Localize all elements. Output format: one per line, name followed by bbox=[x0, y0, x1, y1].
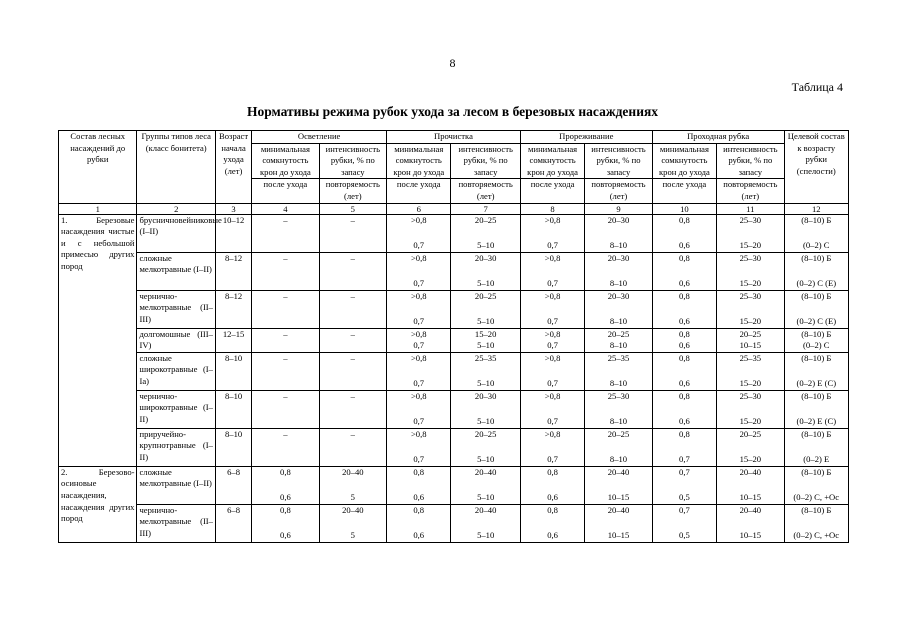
value-cell bbox=[520, 290, 584, 328]
value-before: 0,8 bbox=[547, 504, 558, 515]
value-before: (8–10) Б bbox=[801, 252, 832, 263]
value-after: 0,5 bbox=[679, 492, 690, 503]
header-repeat: повторяемость (лет) bbox=[451, 179, 520, 203]
column-number: 5 bbox=[319, 203, 386, 214]
header-intensity: интенсивность рубки, % по запасу bbox=[319, 143, 386, 179]
column-number: 11 bbox=[717, 203, 784, 214]
value-after: (0–2) С (Е) bbox=[796, 315, 837, 326]
header-prochistka: Прочистка bbox=[387, 131, 521, 144]
value-cell bbox=[451, 390, 520, 428]
table-row bbox=[59, 504, 849, 542]
table-row bbox=[59, 328, 849, 352]
value-before: 15–20 bbox=[474, 328, 497, 339]
value-after: 0,6 bbox=[679, 277, 690, 288]
value-after: 5 bbox=[350, 492, 355, 503]
value-before: >0,8 bbox=[410, 290, 427, 301]
value-before: – bbox=[283, 390, 288, 401]
value-after: 15–20 bbox=[739, 454, 762, 465]
value-cell bbox=[652, 214, 716, 252]
value-cell bbox=[387, 390, 451, 428]
value-before: – bbox=[350, 214, 355, 225]
value-after: 0,6 bbox=[547, 492, 558, 503]
value-cell bbox=[319, 504, 386, 542]
value-before: 0,8 bbox=[679, 428, 690, 439]
value-cell bbox=[784, 214, 848, 252]
value-before: 25–30 bbox=[739, 214, 762, 225]
value-cell bbox=[585, 504, 652, 542]
value-after: 0,6 bbox=[280, 492, 291, 503]
value-before: (8–10) Б bbox=[801, 214, 832, 225]
value-cell bbox=[319, 214, 386, 252]
value-before: 20–40 bbox=[342, 504, 364, 515]
value-cell bbox=[520, 428, 584, 466]
value-before: – bbox=[350, 252, 355, 263]
value-before: 20–30 bbox=[607, 290, 630, 301]
value-after: 15–20 bbox=[739, 378, 762, 389]
value-after: 0,6 bbox=[679, 416, 690, 427]
value-after: 5–10 bbox=[477, 378, 495, 389]
forest-type-cell: сложные мелкотравные (I–II) bbox=[137, 466, 215, 504]
value-cell bbox=[652, 352, 716, 390]
value-cell bbox=[784, 428, 848, 466]
value-before: – bbox=[283, 428, 288, 439]
value-before: 20–25 bbox=[474, 290, 497, 301]
value-cell bbox=[652, 466, 716, 504]
value-after: (0–2) Е (С) bbox=[796, 378, 837, 389]
column-number: 4 bbox=[252, 203, 319, 214]
value-cell bbox=[652, 328, 716, 352]
value-cell bbox=[387, 504, 451, 542]
value-cell bbox=[585, 352, 652, 390]
value-cell bbox=[387, 328, 451, 352]
value-after: 0,7 bbox=[413, 416, 425, 427]
header-after-care: после ухода bbox=[387, 179, 451, 203]
value-before: >0,8 bbox=[544, 252, 561, 263]
start-age-cell: 6–8 bbox=[215, 504, 251, 542]
value-after: 8–10 bbox=[609, 454, 628, 465]
value-after: 0,7 bbox=[413, 315, 425, 326]
value-after: 0,6 bbox=[280, 530, 291, 541]
value-cell bbox=[319, 328, 386, 352]
value-cell bbox=[520, 328, 584, 352]
value-before: (8–10) Б bbox=[801, 290, 832, 301]
value-cell bbox=[717, 466, 784, 504]
value-after: 10–15 bbox=[739, 530, 762, 541]
value-cell bbox=[652, 428, 716, 466]
value-cell bbox=[252, 466, 319, 504]
value-cell bbox=[652, 390, 716, 428]
table-row bbox=[59, 390, 849, 428]
value-cell bbox=[717, 252, 784, 290]
value-before: >0,8 bbox=[544, 214, 561, 225]
value-after: 0,6 bbox=[679, 340, 690, 351]
start-age-cell: 12–15 bbox=[215, 328, 251, 352]
column-number: 1 bbox=[59, 203, 137, 214]
value-after: 15–20 bbox=[739, 277, 762, 288]
value-after: 5–10 bbox=[477, 454, 495, 465]
value-after: 0,7 bbox=[547, 340, 558, 351]
table-row bbox=[59, 214, 849, 252]
forest-type-cell: долгомошные (III–IV) bbox=[137, 328, 215, 352]
value-cell bbox=[652, 504, 716, 542]
header-prorezhivanie: Прореживание bbox=[520, 131, 652, 144]
value-after: 0,6 bbox=[679, 315, 690, 326]
value-cell bbox=[451, 252, 520, 290]
value-after: 0,6 bbox=[413, 530, 425, 541]
start-age-cell: 8–10 bbox=[215, 390, 251, 428]
value-cell bbox=[585, 428, 652, 466]
column-number: 3 bbox=[215, 203, 251, 214]
value-before: 20–25 bbox=[739, 428, 762, 439]
value-cell bbox=[319, 428, 386, 466]
value-before: – bbox=[283, 328, 288, 339]
start-age-cell: 8–10 bbox=[215, 428, 251, 466]
header-after-care: после ухода bbox=[252, 179, 319, 203]
value-after: (0–2) С, +Ос bbox=[793, 492, 840, 503]
forest-type-cell: чернично-широкотравные (I–II) bbox=[137, 390, 215, 428]
header-after-care: после ухода bbox=[520, 179, 584, 203]
value-cell bbox=[784, 466, 848, 504]
value-cell bbox=[319, 252, 386, 290]
value-cell bbox=[451, 328, 520, 352]
header-age: Возраст начала ухода (лет) bbox=[215, 131, 251, 204]
value-after: 8–10 bbox=[609, 277, 628, 288]
value-before: 25–35 bbox=[474, 352, 497, 363]
value-after: 0,6 bbox=[679, 239, 690, 250]
value-before: 0,8 bbox=[679, 214, 690, 225]
value-cell bbox=[717, 290, 784, 328]
value-before: 20–25 bbox=[739, 328, 762, 339]
value-cell bbox=[252, 252, 319, 290]
value-cell bbox=[451, 504, 520, 542]
value-before: 0,8 bbox=[679, 328, 690, 339]
value-cell bbox=[717, 428, 784, 466]
header-composition: Состав лесных насаждений до рубки bbox=[59, 131, 137, 204]
value-cell bbox=[717, 352, 784, 390]
value-after: 0,7 bbox=[413, 340, 425, 351]
header-intensity: интенсивность рубки, % по запасу bbox=[585, 143, 652, 179]
header-intensity: интенсивность рубки, % по запасу bbox=[451, 143, 520, 179]
value-before: – bbox=[283, 214, 288, 225]
value-after: 0,7 bbox=[413, 454, 425, 465]
value-after: (0–2) С, +Ос bbox=[793, 530, 840, 541]
column-number: 10 bbox=[652, 203, 716, 214]
value-before: >0,8 bbox=[410, 214, 427, 225]
value-cell bbox=[252, 290, 319, 328]
value-before: >0,8 bbox=[544, 428, 561, 439]
column-number: 9 bbox=[585, 203, 652, 214]
value-before: >0,8 bbox=[410, 252, 427, 263]
value-after: 15–20 bbox=[739, 416, 762, 427]
header-after-care: после ухода bbox=[652, 179, 716, 203]
value-before: 20–40 bbox=[342, 466, 364, 477]
value-cell bbox=[585, 328, 652, 352]
column-number: 12 bbox=[784, 203, 848, 214]
value-cell bbox=[387, 428, 451, 466]
value-before: >0,8 bbox=[544, 328, 561, 339]
value-before: 0,8 bbox=[413, 504, 425, 515]
value-cell bbox=[717, 390, 784, 428]
value-after: 8–10 bbox=[609, 378, 628, 389]
value-cell bbox=[252, 214, 319, 252]
value-cell bbox=[784, 252, 848, 290]
value-before: 25–30 bbox=[739, 252, 762, 263]
start-age-cell: 10–12 bbox=[215, 214, 251, 252]
value-before: 20–25 bbox=[607, 428, 630, 439]
value-after: 5–10 bbox=[477, 239, 495, 250]
value-cell bbox=[252, 328, 319, 352]
forest-type-cell: брусничновейниковые (I–II) bbox=[137, 214, 215, 252]
value-after: 5–10 bbox=[477, 416, 495, 427]
value-before: 25–30 bbox=[739, 290, 762, 301]
value-before: (8–10) Б bbox=[801, 352, 832, 363]
value-after: 5–10 bbox=[477, 315, 495, 326]
value-after: 0,7 bbox=[679, 454, 690, 465]
value-after: 5–10 bbox=[477, 530, 495, 541]
header-intensity: интенсивность рубки, % по запасу bbox=[717, 143, 784, 179]
value-after: 5–10 bbox=[477, 277, 495, 288]
value-after: 8–10 bbox=[609, 239, 628, 250]
value-before: 20–25 bbox=[474, 428, 497, 439]
value-after: 0,7 bbox=[413, 277, 425, 288]
value-before: – bbox=[350, 352, 355, 363]
value-cell bbox=[520, 352, 584, 390]
value-before: (8–10) Б bbox=[801, 390, 832, 401]
value-cell bbox=[252, 428, 319, 466]
value-before: 0,8 bbox=[679, 390, 690, 401]
value-cell bbox=[585, 252, 652, 290]
value-before: 0,8 bbox=[413, 466, 425, 477]
value-before: (8–10) Б bbox=[801, 328, 832, 339]
value-cell bbox=[520, 252, 584, 290]
header-min-closure: минимальная сомкнутость крон до ухода bbox=[520, 143, 584, 179]
header-prokhodnaya: Проходная рубка bbox=[652, 131, 784, 144]
value-before: >0,8 bbox=[544, 290, 561, 301]
value-cell bbox=[784, 390, 848, 428]
value-before: >0,8 bbox=[544, 352, 561, 363]
value-before: 25–35 bbox=[607, 352, 630, 363]
value-before: 20–30 bbox=[474, 252, 497, 263]
value-after: 0,7 bbox=[413, 378, 425, 389]
value-cell bbox=[451, 214, 520, 252]
value-cell bbox=[387, 252, 451, 290]
forest-type-cell: чернично-мелкотравные (II–III) bbox=[137, 290, 215, 328]
value-cell bbox=[717, 328, 784, 352]
value-cell bbox=[387, 214, 451, 252]
value-before: 20–30 bbox=[607, 214, 630, 225]
value-before: 0,8 bbox=[547, 466, 558, 477]
value-before: 25–35 bbox=[739, 352, 762, 363]
value-before: 20–30 bbox=[607, 252, 630, 263]
forest-type-cell: сложные широкотравные (I–Ia) bbox=[137, 352, 215, 390]
value-cell bbox=[319, 290, 386, 328]
value-after: 8–10 bbox=[609, 315, 628, 326]
value-before: 20–40 bbox=[607, 504, 630, 515]
value-before: – bbox=[283, 352, 288, 363]
header-min-closure: минимальная сомкнутость крон до ухода bbox=[652, 143, 716, 179]
value-before: 20–40 bbox=[474, 466, 497, 477]
value-after: 10–15 bbox=[607, 492, 630, 503]
column-number: 8 bbox=[520, 203, 584, 214]
value-before: (8–10) Б bbox=[801, 428, 832, 439]
start-age-cell: 6–8 bbox=[215, 466, 251, 504]
value-after: 0,6 bbox=[413, 492, 425, 503]
value-cell bbox=[784, 328, 848, 352]
value-after: 5 bbox=[350, 530, 355, 541]
start-age-cell: 8–10 bbox=[215, 352, 251, 390]
value-after: 0,7 bbox=[547, 315, 558, 326]
value-after: (0–2) Е bbox=[803, 454, 830, 465]
header-forest-type: Группы типов леса (класс бонитета) bbox=[137, 131, 215, 204]
column-number: 7 bbox=[451, 203, 520, 214]
value-cell bbox=[784, 290, 848, 328]
value-after: 0,7 bbox=[547, 416, 558, 427]
value-cell bbox=[652, 290, 716, 328]
value-before: (8–10) Б bbox=[801, 466, 832, 477]
column-number: 6 bbox=[387, 203, 451, 214]
table-row bbox=[59, 466, 849, 504]
column-number: 2 bbox=[137, 203, 215, 214]
header-min-closure: минимальная сомкнутость крон до ухода bbox=[387, 143, 451, 179]
value-after: (0–2) Е (С) bbox=[796, 416, 837, 427]
value-after: 15–20 bbox=[739, 239, 762, 250]
value-before: 0,7 bbox=[679, 466, 690, 477]
value-cell bbox=[387, 466, 451, 504]
value-before: >0,8 bbox=[410, 428, 427, 439]
value-after: 0,6 bbox=[547, 530, 558, 541]
value-before: – bbox=[350, 428, 355, 439]
value-after: 8–10 bbox=[609, 416, 628, 427]
value-cell bbox=[252, 352, 319, 390]
value-cell bbox=[784, 352, 848, 390]
value-before: 0,8 bbox=[280, 466, 291, 477]
header-repeat: повторяемость (лет) bbox=[319, 179, 386, 203]
standards-table bbox=[58, 130, 849, 543]
value-after: 8–10 bbox=[609, 340, 628, 351]
value-cell bbox=[387, 290, 451, 328]
value-after: 0,7 bbox=[413, 239, 425, 250]
value-cell bbox=[652, 252, 716, 290]
value-before: >0,8 bbox=[410, 328, 427, 339]
value-cell bbox=[784, 504, 848, 542]
table-row bbox=[59, 428, 849, 466]
value-after: (0–2) С bbox=[803, 239, 830, 250]
table-row bbox=[59, 352, 849, 390]
value-cell bbox=[717, 504, 784, 542]
value-before: 25–30 bbox=[739, 390, 762, 401]
value-cell bbox=[717, 214, 784, 252]
value-cell bbox=[319, 352, 386, 390]
value-after: 0,6 bbox=[679, 378, 690, 389]
value-before: 0,8 bbox=[280, 504, 291, 515]
table-title: Нормативы режима рубок ухода за лесом в березовых насаждениях bbox=[246, 104, 659, 119]
value-before: >0,8 bbox=[410, 390, 427, 401]
value-before: 0,8 bbox=[679, 252, 690, 263]
value-before: 20–40 bbox=[739, 504, 762, 515]
value-before: 0,7 bbox=[679, 504, 690, 515]
value-after: 5–10 bbox=[477, 492, 495, 503]
value-after: 0,7 bbox=[547, 378, 558, 389]
value-before: (8–10) Б bbox=[801, 504, 832, 515]
value-cell bbox=[252, 390, 319, 428]
header-osvetlenie: Осветление bbox=[252, 131, 387, 144]
table-label: Таблица 4 bbox=[791, 80, 843, 94]
value-before: 20–40 bbox=[607, 466, 630, 477]
value-before: >0,8 bbox=[544, 390, 561, 401]
header-min-closure: минимальная сомкнутость крон до ухода bbox=[252, 143, 319, 179]
page-number: 8 bbox=[449, 56, 456, 70]
value-before: – bbox=[283, 252, 288, 263]
value-after: 5–10 bbox=[477, 340, 495, 351]
value-cell bbox=[387, 352, 451, 390]
value-before: – bbox=[350, 328, 355, 339]
value-cell bbox=[585, 390, 652, 428]
value-after: 10–15 bbox=[739, 492, 762, 503]
group-label: 1. Березовые насаждения чистые и с небольшой примесью других пород bbox=[59, 214, 137, 466]
value-after: 0,7 bbox=[547, 454, 558, 465]
value-before: – bbox=[283, 290, 288, 301]
value-before: 20–25 bbox=[474, 214, 497, 225]
table-row bbox=[59, 252, 849, 290]
header-target: Целевой состав к возрасту рубки (спелости) bbox=[784, 131, 848, 204]
value-before: 0,8 bbox=[679, 352, 690, 363]
group-label: 2. Березово-осиновые насаждения, насаждения других пород bbox=[59, 466, 137, 542]
value-before: 20–30 bbox=[474, 390, 497, 401]
value-cell bbox=[319, 466, 386, 504]
value-after: 10–15 bbox=[607, 530, 630, 541]
value-before: 25–30 bbox=[607, 390, 630, 401]
value-cell bbox=[585, 466, 652, 504]
value-cell bbox=[451, 290, 520, 328]
value-after: 15–20 bbox=[739, 315, 762, 326]
start-age-cell: 8–12 bbox=[215, 290, 251, 328]
value-after: 10–15 bbox=[739, 340, 762, 351]
header-repeat: повторяемость (лет) bbox=[717, 179, 784, 203]
header-repeat: повторяемость (лет) bbox=[585, 179, 652, 203]
value-cell bbox=[252, 504, 319, 542]
value-cell bbox=[520, 214, 584, 252]
value-cell bbox=[319, 390, 386, 428]
value-before: – bbox=[350, 290, 355, 301]
value-after: 0,7 bbox=[547, 277, 558, 288]
value-before: 20–25 bbox=[607, 328, 630, 339]
forest-type-cell: чернично-мелкотравные (II–III) bbox=[137, 504, 215, 542]
value-cell bbox=[585, 214, 652, 252]
value-after: (0–2) С bbox=[803, 340, 830, 351]
value-after: 0,7 bbox=[547, 239, 558, 250]
value-before: 20–40 bbox=[739, 466, 762, 477]
value-cell bbox=[451, 352, 520, 390]
value-before: 0,8 bbox=[679, 290, 690, 301]
table-row bbox=[59, 290, 849, 328]
value-before: 20–40 bbox=[474, 504, 497, 515]
value-cell bbox=[520, 466, 584, 504]
value-cell bbox=[585, 290, 652, 328]
value-after: (0–2) С (Е) bbox=[796, 277, 837, 288]
forest-type-cell: приручейно-крупнотравные (I–II) bbox=[137, 428, 215, 466]
value-cell bbox=[520, 504, 584, 542]
forest-type-cell: сложные мелкотравные (I–II) bbox=[137, 252, 215, 290]
value-cell bbox=[451, 466, 520, 504]
value-cell bbox=[451, 428, 520, 466]
start-age-cell: 8–12 bbox=[215, 252, 251, 290]
value-before: >0,8 bbox=[410, 352, 427, 363]
value-before: – bbox=[350, 390, 355, 401]
value-cell bbox=[520, 390, 584, 428]
value-after: 0,5 bbox=[679, 530, 690, 541]
